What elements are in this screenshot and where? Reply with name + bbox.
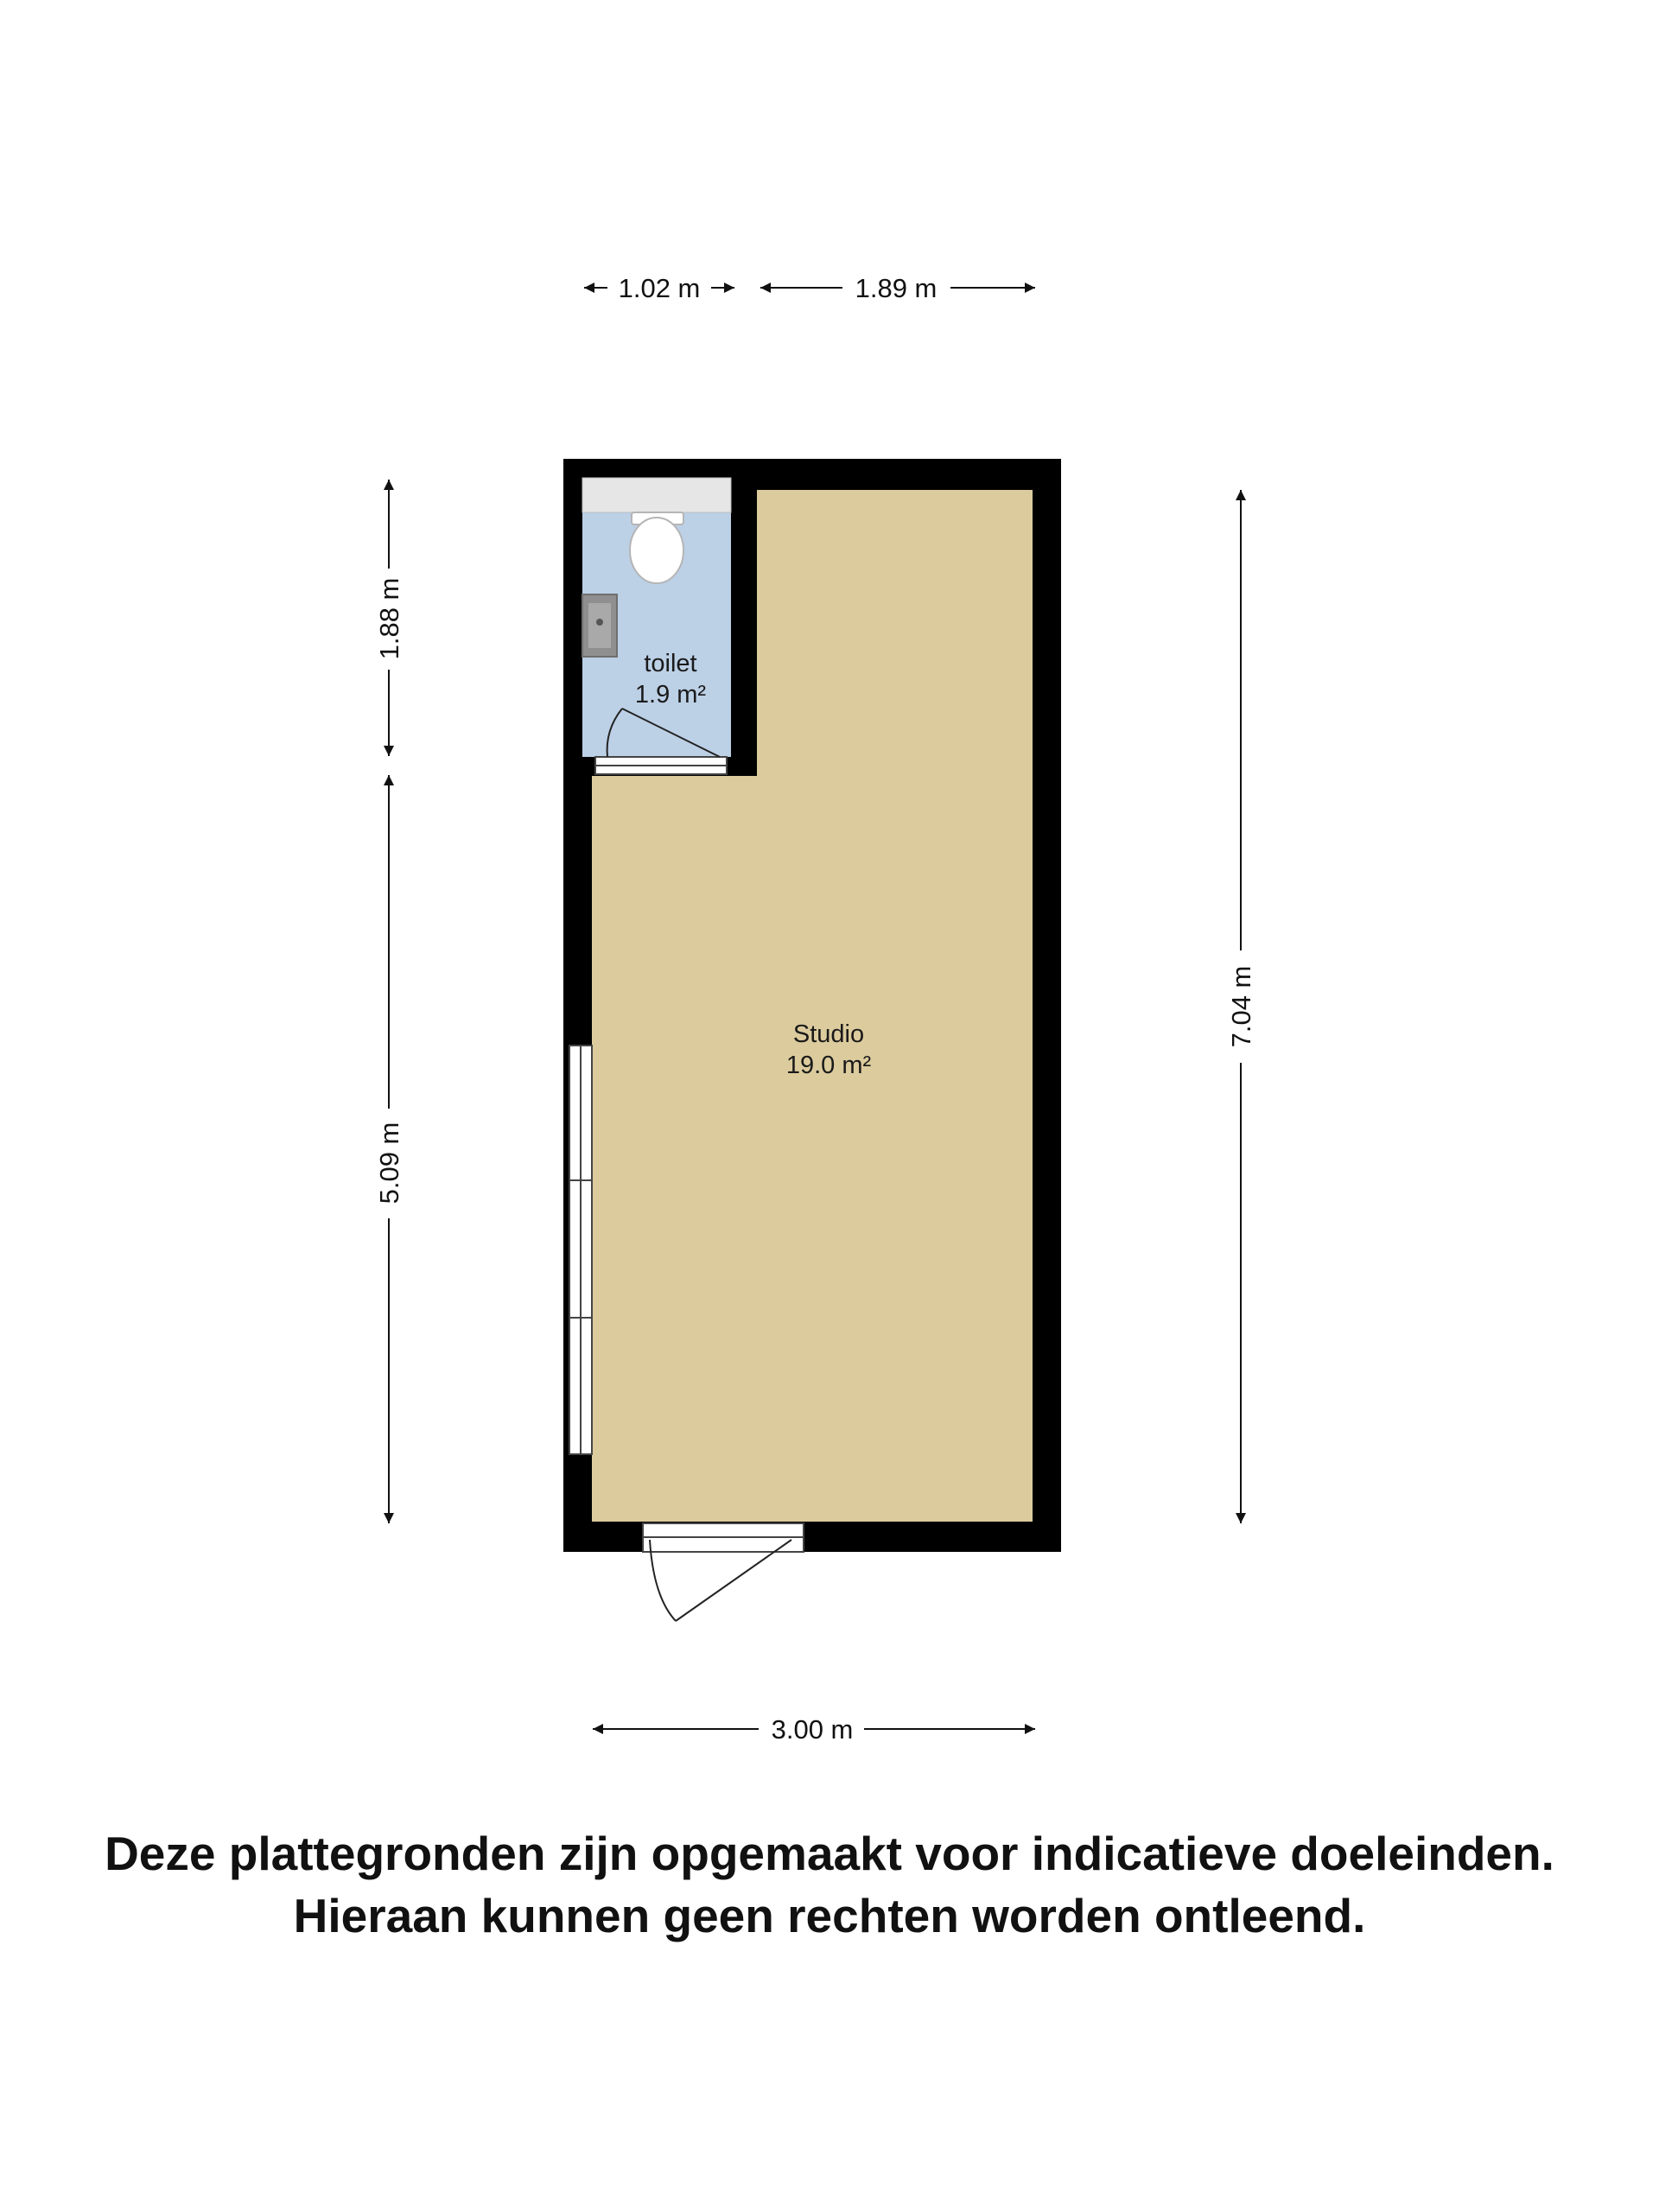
dimension-top-left — [584, 273, 734, 303]
dimension-label-left-lower: 5.09 m — [374, 1122, 404, 1205]
window-left — [569, 1046, 592, 1454]
toilet-bowl-icon — [630, 512, 683, 583]
washbasin-icon — [582, 594, 617, 657]
toilet-name: toilet — [644, 650, 697, 677]
studio-name: Studio — [792, 1020, 865, 1048]
dimension-left-lower — [374, 775, 404, 1523]
disclaimer-line-1: Deze plattegronden zijn opgemaakt voor indicatieve doeleinden. — [105, 1827, 1554, 1880]
dimension-label-left-upper: 1.88 m — [374, 577, 404, 660]
shelf — [582, 478, 731, 512]
dimension-top-right — [760, 273, 1035, 303]
dimension-left-upper — [374, 480, 404, 756]
studio-area: 19.0 m² — [785, 1052, 872, 1079]
entrance-door — [643, 1523, 804, 1621]
dimension-label-top-right: 1.89 m — [855, 273, 938, 303]
toilet-area: 1.9 m² — [634, 681, 707, 709]
dimension-bottom — [593, 1714, 1035, 1745]
dimension-label-right-total: 7.04 m — [1226, 965, 1256, 1048]
dimension-label-top-left: 1.02 m — [618, 273, 701, 303]
dimension-label-bottom: 3.00 m — [771, 1714, 854, 1745]
dimension-right-total — [1226, 490, 1256, 1523]
disclaimer-line-2: Hieraan kunnen geen rechten worden ontleend. — [293, 1889, 1366, 1942]
